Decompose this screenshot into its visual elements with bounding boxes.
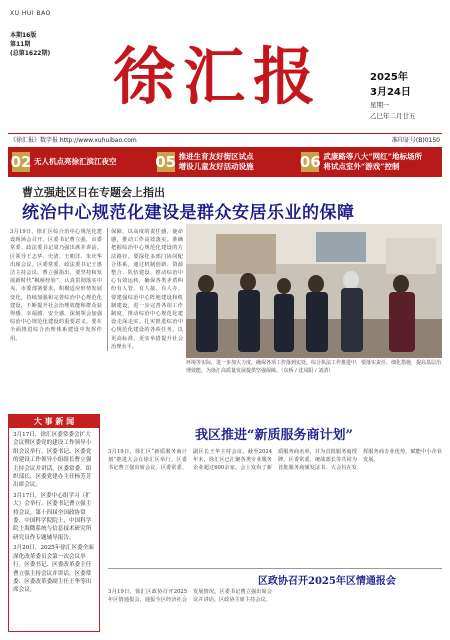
headline-title: 推进生育友好街区试点 增设儿童友好活动设施 (178, 152, 254, 171)
lead-subhead: 曹立强赴区日在专题会上指出 (22, 186, 165, 199)
logo-calligraphy (100, 40, 335, 110)
headline-title: 武康路等八大“网红”地标场所 将试点室外“游戏”控制 (323, 152, 422, 171)
issue-lunar-date: 乙巳年二月廿五 (370, 112, 416, 120)
headline-item[interactable] (297, 147, 442, 177)
issue-pages: 本期16版 (10, 32, 37, 39)
headline-title: 无人机点亮徐汇滨江夜空 (34, 157, 117, 166)
newspaper-logo (100, 40, 335, 110)
issue-seq: 第11期 (10, 41, 31, 48)
meeting-photo (186, 224, 442, 358)
headline-item[interactable] (8, 147, 153, 177)
lead-column-1: 3月19日，徐汇区综合治中心规范化建设现场会召开。区委书记曹立强，市委常委、政法委书记周乃强出席并讲话。区领导王志华、史清、王朝洋、朱庆华出席会议。区委常委、政法委书记王惠洁主持会议。曹立强指出，要坚持和发展新时代“枫桥经验”，认真贯彻落实中央、市委部署要求，积极适应形势发展变化，持续加强和完善综治中心规范化建设，不断提升社会治理效能和群众获得感、幸福感、安全感。深刻领会加强综治中心规范化建设的重要意义。要在全面推进综合治理体系建设中发挥作用。 (10, 229, 102, 342)
big-news-body (9, 428, 99, 598)
headline-strip (8, 147, 442, 177)
lead-photo (186, 224, 442, 358)
service-plan-body: 3月19日，徐汇区“新质服务商计划”推进大会在徐汇区举行。区委书记曹立强出席会议。区委常委、副区长王华主持会议。截至2024年末，徐汇区已汇聚各类专业服务企业超过600余家。会上发布了新质服务商名单，并为首批服务商授牌。区委常委、统战部长等共同为首批服务商颁发证书。大会旨在发挥服务商专业优势，赋能中小企业发展。 (108, 449, 442, 472)
divider (108, 568, 442, 569)
headline-page-number: 05 (155, 153, 177, 171)
issue-info (10, 31, 90, 58)
big-news-item: 3月20日，2025年徐汇区委全面深化改革委员会第一次会议举行。区委书记、区委改革委主任曹立强主持会议并讲话。区委常委、区委改革委副主任王华等出席会议。 (13, 545, 94, 594)
big-news-heading: 大 事 新 闻 (9, 415, 99, 428)
issue-year: 2025年 (370, 72, 408, 83)
svg-text:徐汇报: 徐汇报 (112, 40, 324, 110)
lead-column-2: 保障，以高度的责任感、使命感，推动工作高效落实。准确把握综治中心规范化建设的方法路径。要深化多部门协同配合体系，通过机制创新、资源整合、队伍建设、推动综治中心有效运转，确保各类矛盾纠纷有人管、有人接、有人办。要建强综治中心阵地建设和机制建设，进一步完善各项工作制度，推动综治中心规范化建设走深走实。扎实推进综治中心规范化建设的各项任务，以更高标准、更实举措提升社会治理水平。 (107, 228, 183, 351)
headline-page-number: 06 (299, 153, 321, 171)
lead-headline: 统治中心规范化建设是群众安居乐业的保障 (22, 203, 355, 223)
issue-date (370, 68, 445, 120)
info-bar (8, 133, 442, 145)
issue-total: (总第1622期) (10, 50, 51, 57)
digital-edition-link[interactable]: 《徐汇报》数字报 http://www.xuhuibao.com (10, 137, 137, 144)
big-news-item: 3月17日，徐汇区委常委会扩大会议暨区委党的建设工作领导小组会议举行。区委书记、区委党的建设工作领导小组组长曹立强主持会议并讲话。区委常委、组织部长、区委党建办主任杨芳芳出席会议。 (13, 432, 92, 489)
big-news-item: 3月17日，区委中心组学习（扩大）会举行。区委书记曹立强主持会议。第十四届全国政协常委、中国科学院院士、中国科学院上海微系统与信息技术研究所研究员作专题辅导报告。 (13, 492, 92, 541)
big-news-box (8, 414, 100, 632)
headline-page-number: 02 (10, 153, 32, 171)
lead-continuation: 环境等实际，进一步加大力度，确保各项工作落到实处。综合执法工作推进中，要落实责任、细化措施，提高基层治理效能，为徐汇高质量发展提供坚强保障。（东桥 / 沈凤阳 / 刘清） (186, 360, 442, 374)
print-permit: 准印证号(B)0150 (391, 137, 440, 144)
cppcc-briefing-body: 3月19日，徐汇区政协召开2025年区情通报会，通报全区经济社会发展情况。区委书记曹立强出席会议并讲话。区政协主席主持会议。 (108, 589, 272, 604)
masthead-pinyin: XU HUI BAO (10, 10, 51, 17)
masthead-left (10, 10, 90, 58)
issue-day: 3月24日 (370, 87, 411, 98)
service-plan-headline: 我区推进“新质服务商计划” (195, 428, 353, 443)
issue-weekday: 星期一 (370, 101, 390, 109)
headline-item[interactable] (153, 147, 298, 177)
cppcc-briefing-headline: 区政协召开2025年区情通报会 (258, 576, 396, 587)
